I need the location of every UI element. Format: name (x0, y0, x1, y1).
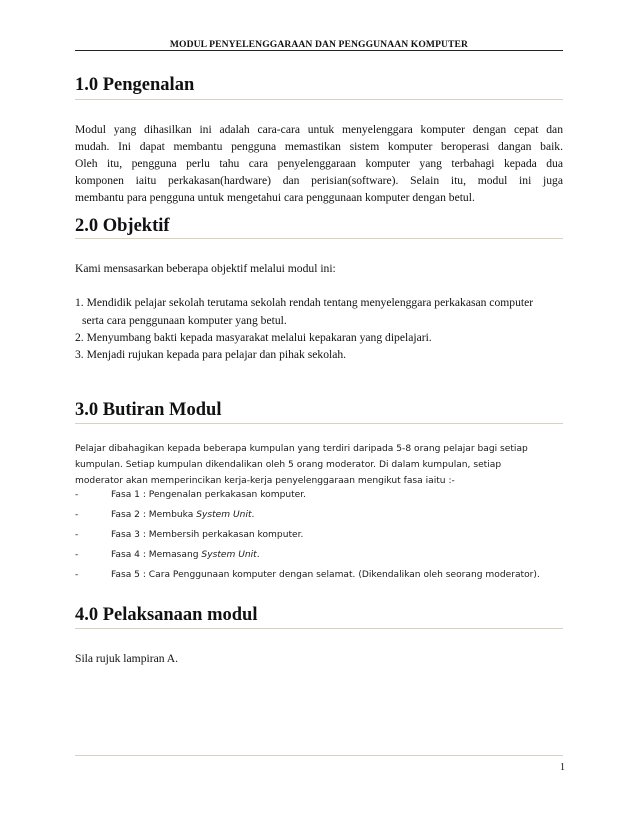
heading-butiran-modul: 3.0 Butiran Modul (75, 400, 222, 420)
objektif-item-3: 3. Menjadi rujukan kepada para pelajar dan pihak sekolah. (75, 348, 347, 361)
fasa-text: Fasa 5 : Cara Penggunaan komputer dengan selamat. (Dikendalikan oleh seorang moderator). (111, 570, 540, 580)
bullet: - (75, 550, 79, 560)
heading-rule (75, 423, 563, 424)
running-header: MODUL PENYELENGGARAAN DAN PENGGUNAAN KOMPUTER (169, 39, 469, 50)
pelaksanaan-text: Sila rujuk lampiran A. (75, 652, 179, 665)
fasa-text: Fasa 2 : Membuka (111, 510, 197, 520)
fasa-4 (111, 550, 260, 560)
bullet: - (75, 510, 79, 520)
objektif-intro: Kami mensasarkan beberapa objektif melalui modul ini: (75, 262, 336, 275)
header-rule (75, 50, 563, 51)
paragraph-line: Modul yang dihasilkan ini adalah cara-cara untuk menyelenggara komputer dengan cepat dan (75, 123, 563, 136)
paragraph-line: komponen iaitu perkakasan(hardware) dan perisian(software). Selain itu, modul ini juga (75, 174, 563, 187)
fasa-list-item (75, 490, 563, 506)
fasa-1 (111, 490, 306, 500)
fasa-text: Fasa 4 : Memasang (111, 550, 202, 560)
bullet: - (75, 530, 79, 540)
heading-rule (75, 99, 563, 100)
fasa-2 (111, 510, 254, 520)
fasa-list-item (75, 550, 563, 566)
butiran-paragraph (75, 441, 563, 489)
fasa-suffix: . (251, 510, 255, 520)
footer-rule (75, 755, 563, 756)
objektif-item-2: 2. Menyumbang bakti kepada masyarakat melalui kepakaran yang dipelajari. (75, 331, 432, 344)
fasa-list-item (75, 530, 563, 546)
heading-rule (75, 628, 563, 629)
fasa-suffix: . (256, 550, 260, 560)
fasa-5 (111, 570, 540, 580)
paragraph-line: Pelajar dibahagikan kepada beberapa kumpulan yang terdiri daripada 5-8 orang pelajar bagi setiap (75, 444, 528, 454)
objektif-item-1: 1. Mendidik pelajar sekolah terutama sekolah rendah tentang menyelenggara perkakasan computer (75, 296, 534, 309)
bullet: - (75, 490, 79, 500)
paragraph-line: Oleh itu, pengguna perlu tahu cara penyelenggaraan komputer yang terbahagi kepada dua (75, 157, 563, 170)
heading-pengenalan: 1.0 Pengenalan (75, 75, 195, 95)
heading-objektif: 2.0 Objektif (75, 216, 170, 236)
fasa-text: Fasa 3 : Membersih perkakasan komputer. (111, 530, 304, 540)
fasa-emph: System Unit (201, 550, 257, 560)
fasa-list-item (75, 510, 563, 526)
paragraph-line: membantu para pengguna untuk mengetahui cara penggunaan komputer dengan betul. (75, 191, 475, 204)
paragraph-line: moderator akan memperincikan kerja-kerja penyelenggaraan mengikut fasa iaitu :- (75, 476, 455, 486)
heading-rule (75, 238, 563, 239)
heading-pelaksanaan-modul: 4.0 Pelaksanaan modul (75, 605, 258, 625)
fasa-text: Fasa 1 : Pengenalan perkakasan komputer. (111, 490, 307, 500)
fasa-emph: System Unit (196, 510, 252, 520)
fasa-3 (111, 530, 303, 540)
paragraph-line: kumpulan. Setiap kumpulan dikendalikan oleh 5 orang moderator. Di dalam kumpulan, setiap (75, 460, 502, 470)
fasa-list-item (75, 570, 563, 586)
bullet: - (75, 570, 79, 580)
page-number: 1 (560, 762, 565, 773)
paragraph-line: mudah. Ini dapat membantu pengguna memastikan sistem komputer beroperasi dangan baik. (75, 140, 563, 153)
objektif-item-1-continued: serta cara penggunaan komputer yang betul. (82, 314, 287, 327)
paragraph-pengenalan (75, 121, 563, 206)
